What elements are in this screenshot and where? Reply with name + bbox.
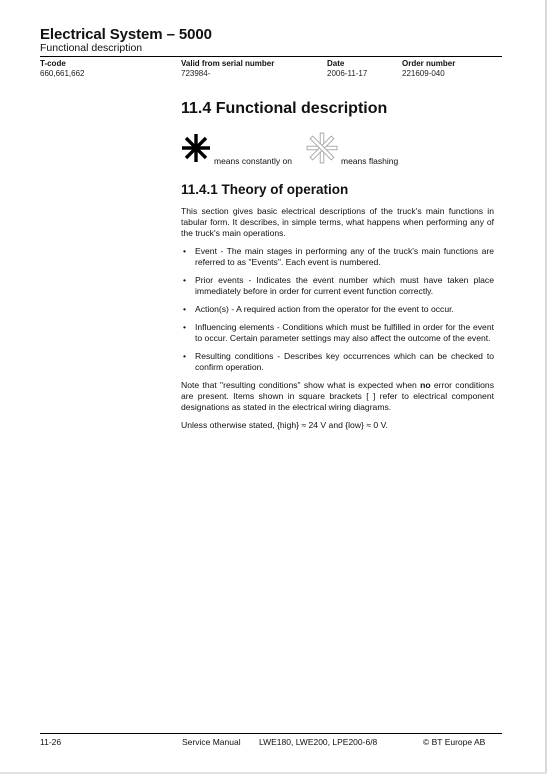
bullet-icon: • — [183, 304, 187, 314]
list-item: • Event - The main stages in performing any of the truck's main functions are referred to as "Events". Each event is numbered. — [183, 246, 494, 267]
intro-paragraph: This section gives basic electrical descriptions of the truck's main functions in tabular form. It describes, in simple terms, what happens when performing any of the truck's main operations. — [181, 206, 494, 238]
meta-t-code — [40, 59, 85, 79]
footer-rule — [40, 733, 502, 734]
footer-models: LWE180, LWE200, LPE200-6/8 — [259, 737, 378, 747]
bullet-icon: • — [183, 246, 187, 256]
meta-label: T-code — [40, 59, 66, 68]
note-paragraph: Note that "resulting conditions" show what is expected when no error conditions are present. Items shown in square brackets [ ] refer to electrical component designations as stated in the electrical wiring diagrams. — [181, 380, 494, 412]
meta-value: 723984- — [181, 69, 211, 78]
list-item: • Prior events - Indicates the event number which must have taken place immediately before in order for current event function correctly. — [183, 275, 494, 296]
legend-flash-text: means flashing — [341, 156, 399, 166]
meta-value: 2006-11-17 — [327, 69, 368, 78]
meta-label: Valid from serial number — [181, 59, 275, 68]
bullet-list — [181, 246, 494, 373]
meta-label: Date — [327, 59, 345, 68]
list-item: • Action(s) - A required action from the operator for the event to occur. — [183, 304, 454, 314]
bullet-icon: • — [183, 322, 187, 332]
meta-value: 221609-040 — [402, 69, 445, 78]
bullet-icon: • — [183, 275, 187, 285]
page-number: 11-26 — [40, 737, 62, 747]
header-rule — [40, 56, 502, 57]
subsection-heading: 11.4.1 Theory of operation — [181, 182, 349, 197]
meta-label: Order number — [402, 59, 456, 68]
meta-value: 660,661,662 — [40, 69, 85, 78]
meta-order-number — [402, 59, 455, 79]
list-item: • Influencing elements - Conditions which must be fulfilled in order for the event to occur. Certain parameter settings may also affect the outcome of the event. — [183, 322, 494, 343]
document-title: Electrical System – 5000 — [40, 26, 212, 43]
asterisk-flashing-icon — [305, 131, 339, 165]
document-subtitle: Functional description — [40, 42, 143, 54]
voltage-note: Unless otherwise stated, {high} ≈ 24 V and {low} ≈ 0 V. — [181, 420, 388, 430]
body-text — [181, 206, 494, 438]
meta-serial — [181, 59, 274, 79]
section-heading: 11.4 Functional description — [181, 100, 388, 117]
asterisk-solid-icon — [179, 131, 213, 165]
legend-constant-text: means constantly on — [214, 156, 292, 166]
meta-date — [327, 59, 367, 79]
footer-manual: Service Manual — [182, 737, 241, 747]
list-item: • Resulting conditions - Describes key occurrences which can be checked to confirm operation. — [183, 351, 494, 372]
bullet-icon: • — [183, 351, 187, 361]
footer-copyright: © BT Europe AB — [423, 737, 486, 747]
